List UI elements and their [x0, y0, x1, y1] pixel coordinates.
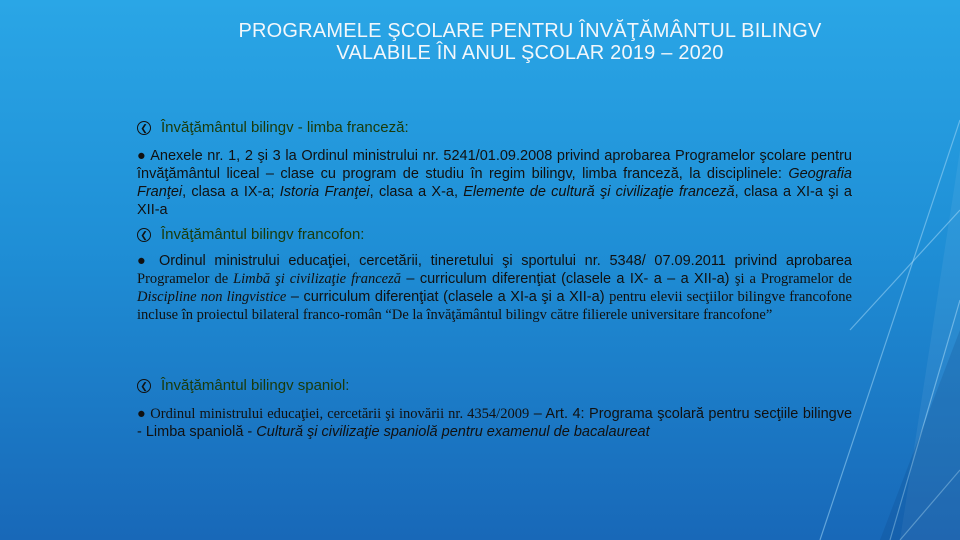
text-run: – curriculum diferenţiat (clasele a IX- a – a XII-a) — [401, 271, 735, 287]
section-paragraph-french — [137, 147, 852, 219]
text-run-serif: Programelor de — [137, 271, 234, 287]
section-heading-french — [137, 119, 409, 136]
text-run: , clasa a XI-a şi a XII-a — [137, 184, 852, 218]
text-run-italic: Geografia Franţei — [137, 166, 852, 200]
text-run-serif: pentru elevii secţiilor bilingve francofone incluse în proiectul bilateral franco-român “De la învăţământul bilingv către filierele universitare francofone” — [137, 289, 852, 323]
text-run: , clasa a X-a, — [369, 184, 464, 200]
arrow-bullet-icon: ❮ — [137, 379, 151, 393]
arrow-bullet-icon: ❮ — [137, 228, 151, 242]
section-paragraph-francophone — [137, 252, 852, 324]
text-run-italic: Elemente de cultură şi civilizaţie franceză — [463, 184, 735, 200]
text-run-serif: ● Ordinul ministrului educaţiei, cercetării şi inovării nr. 4354/2009 — [137, 406, 530, 422]
section-heading-spanish — [137, 377, 349, 394]
section-heading-label: Învăţământul bilingv - limba franceză: — [161, 119, 409, 136]
section-heading-label: Învăţământul bilingv spaniol: — [161, 377, 350, 394]
text-run-serif-italic: Discipline non lingvistice — [137, 289, 287, 305]
section-heading-francophone — [137, 226, 364, 243]
text-run-serif-italic: Limbă şi civilizaţie franceză — [233, 271, 402, 287]
text-run: , clasa a IX-a; — [182, 184, 280, 200]
section-heading-label: Învăţământul bilingv francofon: — [161, 226, 365, 243]
text-run-italic: Cultură şi civilizaţie spaniolă pentru examenul de bacalaureat — [256, 424, 650, 440]
page-title — [180, 20, 880, 64]
title-line-2: VALABILE ÎN ANUL ŞCOLAR 2019 – 2020 — [336, 42, 724, 64]
text-run-serif: şi a Programelor de — [734, 271, 852, 287]
title-line-1: PROGRAMELE ŞCOLARE PENTRU ÎNVĂŢĂMÂNTUL BILINGV — [238, 20, 822, 42]
arrow-bullet-icon: ❮ — [137, 121, 151, 135]
text-run: – curriculum diferenţiat (clasele a XI-a şi a XII-a) — [286, 289, 610, 305]
section-paragraph-spanish — [137, 405, 852, 441]
text-run: – Art. 4: Programa şcolară pentru secţiile bilingve - Limba spaniolă - — [137, 406, 853, 440]
text-run-italic: Istoria Franţei — [279, 184, 370, 200]
text-run: ● Ordinul ministrului educaţiei, cercetării, tineretului şi sportului nr. 5348/ 07.09.2011 privind aprobarea — [137, 253, 852, 269]
text-run: ● Anexele nr. 1, 2 şi 3 la Ordinul ministrului nr. 5241/01.09.2008 privind aprobarea Programelor şcolare pentru învăţământul liceal – clase cu program de studiu în regim bilingv, limba franceză, la disciplinele: — [137, 148, 852, 182]
